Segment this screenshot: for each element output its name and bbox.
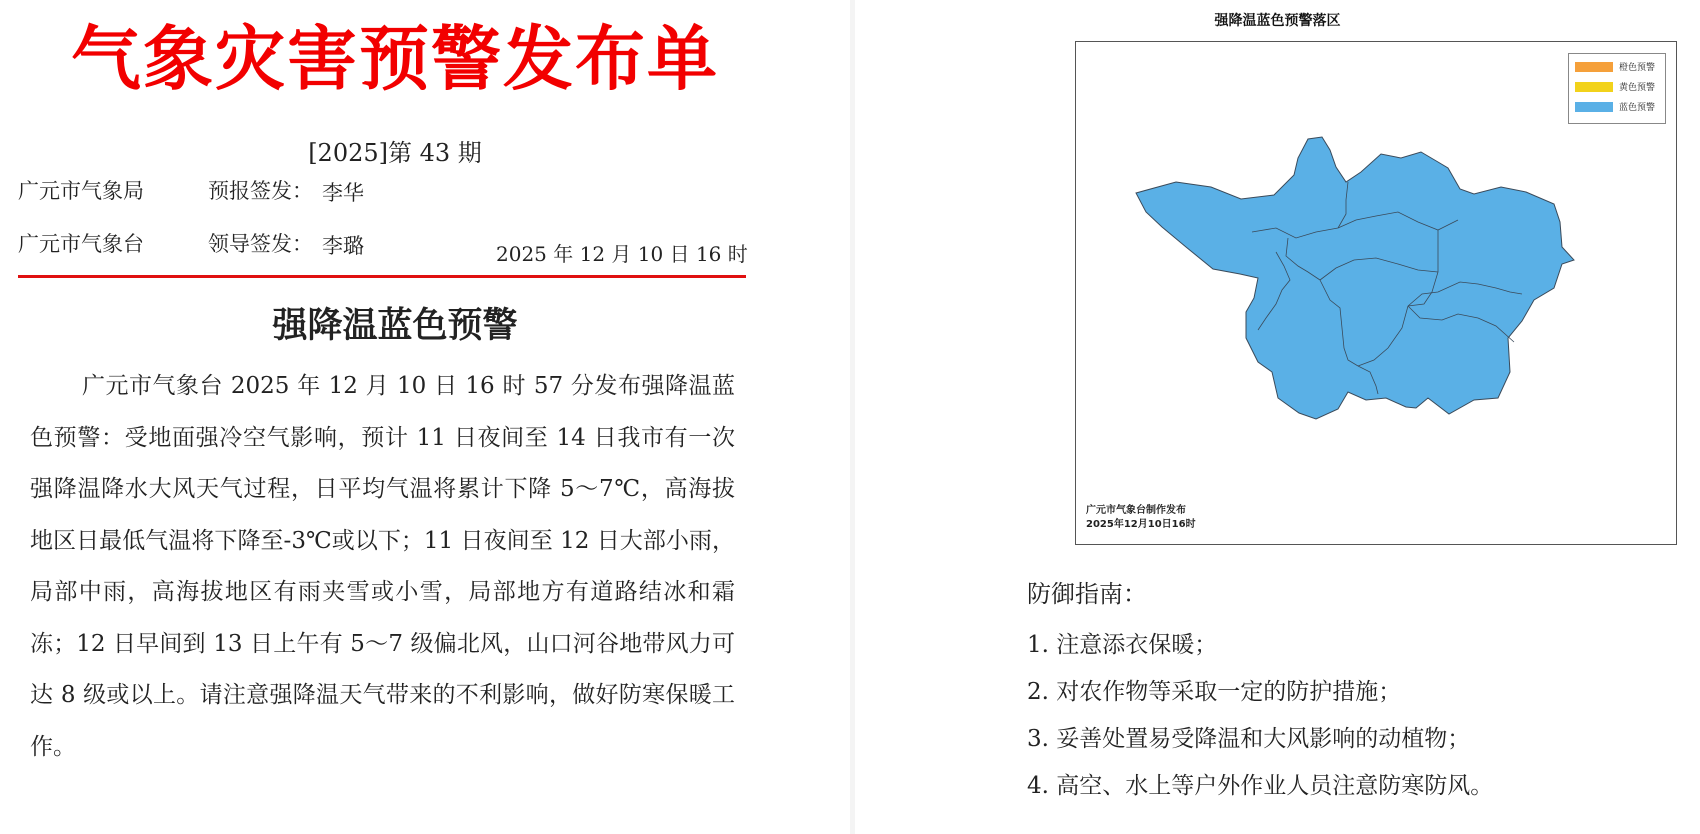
map-legend	[1568, 53, 1666, 124]
forecast-sign-label: 预报签发：	[208, 179, 313, 203]
guide-item: 4. 高空、水上等户外作业人员注意防寒防风。	[1027, 773, 1494, 799]
map-title: 强降温蓝色预警落区	[1214, 13, 1341, 29]
bulletin-title: 气象灾害预警发布单	[71, 18, 719, 100]
warning-title: 强降温蓝色预警	[272, 306, 518, 346]
issue-date: 2025 年 12 月 10 日 16 时	[496, 242, 748, 266]
map-page	[855, 0, 1700, 834]
map-footer	[1086, 504, 1196, 532]
issuer-bureau: 广元市气象局	[18, 179, 144, 203]
issuer-observatory: 广元市气象台	[18, 232, 144, 256]
warning-region-area	[1136, 137, 1574, 419]
legend-label-yellow: 黄色预警	[1619, 83, 1656, 93]
issue-number: [2025]第 43 期	[308, 139, 482, 167]
legend-swatch-blue	[1575, 102, 1613, 112]
leader-signer: 李璐	[322, 234, 364, 258]
guide-item: 2. 对农作物等采取一定的防护措施；	[1027, 679, 1402, 705]
guide-item: 1. 注意添衣保暖；	[1027, 632, 1218, 658]
map-footer-issuer: 广元市气象台制作发布	[1086, 505, 1186, 516]
leader-sign-label: 领导签发：	[208, 232, 313, 256]
guide-item: 3. 妥善处置易受降温和大风影响的动植物；	[1027, 726, 1471, 752]
warning-body: 广元市气象台 2025 年 12 月 10 日 16 时 57 分发布强降温蓝色预警：受地面强冷空气影响，预计 11 日夜间至 14 日我市有一次强降温降水大风天气过程，日平均气温将累计下降 5～7℃，高海拔地区日最低气温将下降至-3℃或以下；11 日夜间至 12 日大部小雨，局部中雨，高海拔地区有雨夹雪或小雪，局部地方有道路结冰和霜冻；12 日早间到 13 日上午有 5～7 级偏北风，山口河谷地带风力可达 8 级或以上。请注意强降温天气带来的不利影响，做好防寒保暖工作。	[30, 373, 735, 760]
legend-swatch-orange	[1575, 62, 1613, 72]
forecast-signer: 李华	[322, 181, 364, 205]
legend-label-orange: 橙色预警	[1619, 63, 1656, 73]
map-footer-time: 2025年12月10日16时	[1086, 519, 1196, 530]
red-divider	[18, 275, 746, 278]
legend-label-blue: 蓝色预警	[1619, 103, 1656, 113]
guide-heading: 防御指南：	[1027, 580, 1147, 608]
warning-map	[1075, 41, 1677, 545]
legend-swatch-yellow	[1575, 82, 1613, 92]
